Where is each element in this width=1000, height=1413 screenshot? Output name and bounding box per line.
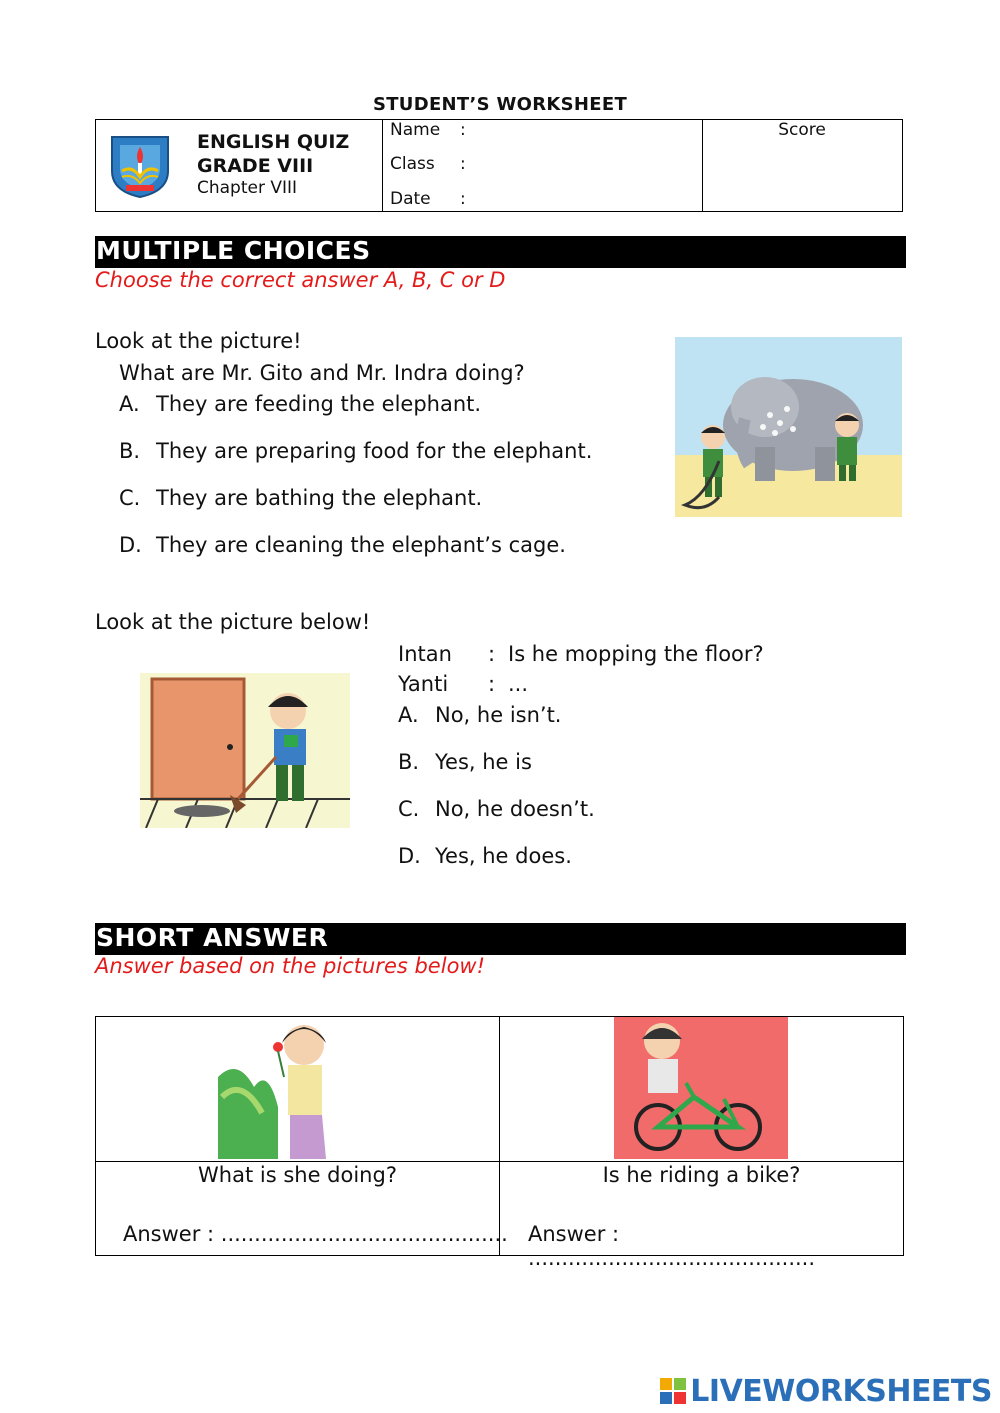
short-question-2: Is he riding a bike? [602,1163,801,1187]
q1-option-a[interactable]: A. They are feeding the elephant. [119,392,482,416]
date-field: Date : [390,189,466,209]
q2-dialog-line-1: Intan : Is he mopping the floor? [398,642,764,666]
q1-option-b[interactable]: B. They are preparing food for the elephant. [119,439,593,463]
q1-option-d[interactable]: D. They are cleaning the elephant’s cage. [119,533,566,557]
q2-option-b[interactable]: B. Yes, he is [398,750,532,774]
liveworksheets-logo [660,1374,992,1408]
q2-intro: Look at the picture below! [95,610,371,634]
answer-field-2[interactable]: Answer : ........................................... [528,1222,816,1270]
quiz-chapter: Chapter VIII [197,178,298,198]
boy-riding-bike-picture [614,1017,788,1159]
school-logo-icon [106,131,174,199]
q2-option-d[interactable]: D. Yes, he does. [398,844,572,868]
q2-dialog-line-2: Yanti : ... [398,672,529,696]
answer-field-1[interactable]: Answer : ........................................... [123,1222,508,1246]
date-label: Date [390,189,431,209]
q1-question: What are Mr. Gito and Mr. Indra doing? [119,361,525,385]
name-field: Name : [390,120,466,140]
class-label: Class [390,154,435,174]
section1-instruction: Choose the correct answer A, B, C or D [95,268,506,292]
header-quiz-cell [96,120,383,211]
class-field: Class : [390,154,466,174]
brand-name: LIVEWORKSHEETS [690,1373,992,1409]
section2-instruction: Answer based on the pictures below! [95,954,486,978]
q2-option-c[interactable]: C. No, he doesn’t. [398,797,595,821]
student-info-cell [382,120,703,211]
header-table [95,119,903,212]
q1-intro: Look at the picture! [95,329,302,353]
girl-watering-plant-picture [218,1017,338,1159]
short-answer-table [95,1016,904,1270]
worksheet-title: STUDENT’S WORKSHEET [372,94,628,115]
boy-sweeping-picture [140,673,350,828]
section-heading-short-answer: SHORT ANSWER [95,923,906,955]
liveworksheets-icon [660,1378,686,1404]
q2-option-a[interactable]: A. No, he isn’t. [398,703,562,727]
quiz-title-line2: GRADE VIII [197,155,314,177]
elephant-bath-picture [675,337,902,517]
quiz-title [197,130,349,178]
score-cell [702,120,902,211]
name-label: Name [390,120,441,140]
table-divider [96,1161,903,1162]
score-label: Score [778,120,826,140]
table-divider [499,1017,500,1255]
q1-option-c[interactable]: C. They are bathing the elephant. [119,486,483,510]
quiz-title-line1: ENGLISH QUIZ [197,131,350,153]
short-question-1: What is she doing? [198,1163,397,1187]
section-heading-multiple-choices: MULTIPLE CHOICES [95,236,906,268]
